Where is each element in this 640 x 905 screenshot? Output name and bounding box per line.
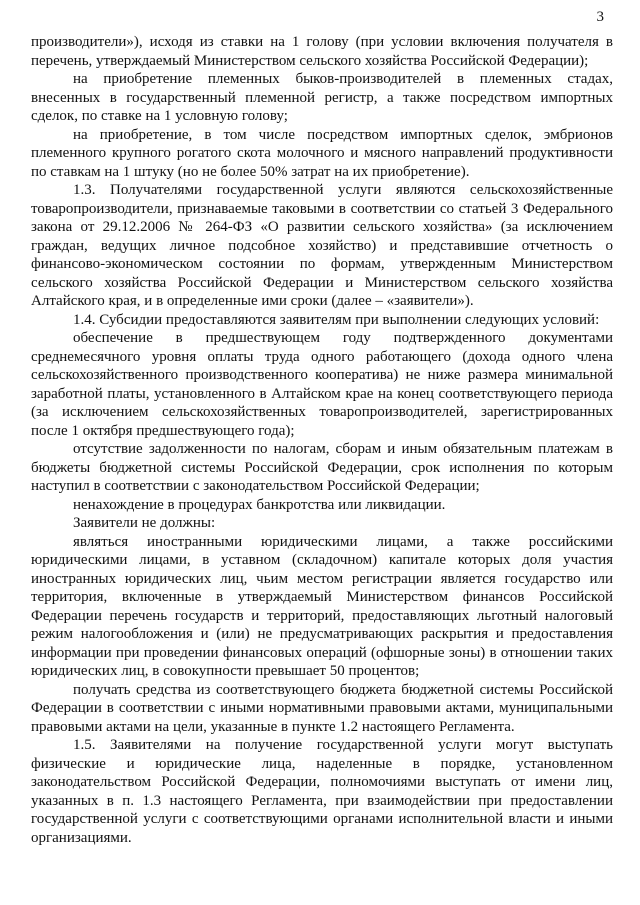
paragraph-embryos-purchase: на приобретение, в том числе посредством импортных сделок, эмбрионов племенного крупного рогатого скота молочного и мясного направлений продуктивности по ставкам на 1 штуку (но не более 50% затрат на их приобретение). xyxy=(31,126,613,180)
paragraph-section-1-5: 1.5. Заявителями на получение государственной услуги могут выступать физические и юридические лица, наделенные в порядке, установленном законодательством Российской Федерации, полномочиями выступать от имени лиц, указанных в п. 1.3 настоящего Регламента, при взаимодействии при предоставлении государственной услуги с соответствующими органами исполнительной власти и иными организациями. xyxy=(31,737,613,846)
paragraph-continuation: производители»), исходя из ставки на 1 голову (при условии включения получателя в перечень, утверждаемый Министерством сельского хозяйства Российской Федерации); xyxy=(31,34,613,69)
paragraph-section-1-3: 1.3. Получателями государственной услуги являются сельскохозяйственные товаропроизводители, признаваемые таковыми в соответствии со статьей 3 Федерального закона от 29.12.2006 № 264-ФЗ «О развитии сельского хозяйства» (за исключением граждан, ведущих личное подсобное хозяйство) и представившие отчетность о финансово-экономическом состоянии по формам, утвержденным Министерством сельского хозяйства Российской Федерации и Министерством сельского хозяйства Алтайского края, и в определенные ими сроки (далее – «заявители»). xyxy=(31,182,613,309)
paragraph-bulls-purchase: на приобретение племенных быков-производителей в племенных стадах, внесенных в государственный племенной регистр, а также посредством импортных сделок, по ставке на 1 условную голову; xyxy=(31,71,613,124)
paragraph-wage-condition: обеспечение в предшествующем году подтвержденного документами среднемесячного уровня оплаты труда одного работающего (дохода одного члена сельскохозяйственного производственного кооператива) не ниже размера минимальной заработной платы, установленного в Алтайском крае на конец соответствующего периода (за исключением сельскохозяйственных товаропроизводителей, зарегистрированных после 1 октября предшествующего года); xyxy=(31,330,613,439)
paragraph-applicants-must-not: Заявители не должны: xyxy=(73,515,216,531)
paragraph-foreign-entities: являться иностранными юридическими лицами, а также российскими юридическими лицами, в уставном (складочном) капитале которых доля участия иностранных юридических лиц, чьим местом регистрации является государство или территория, включенные в утверждаемый Министерством финансов Российской Федерации перечень государств и территорий, предоставляющих льготный налоговый режим налогообложения и (или) не предусматривающих раскрытия и предоставления информации при проведении финансовых операций (офшорные зоны) в отношении таких юридических лиц, в совокупности превышает 50 процентов; xyxy=(31,533,613,679)
paragraph-other-funds: получать средства из соответствующего бюджета бюджетной системы Российской Федерации в соответствии с иными нормативными правовыми актами, муниципальными правовыми актами на цели, указанные в пункте 1.2 настоящего Регламента. xyxy=(31,681,613,735)
paragraph-no-debt-condition: отсутствие задолженности по налогам, сборам и иным обязательным платежам в бюджеты бюджетной системы Российской Федерации, срок исполнения по которым наступил в соответствии с законодательством Российской Федерации; xyxy=(31,441,613,494)
paragraph-section-1-4: 1.4. Субсидии предоставляются заявителям при выполнении следующих условий: xyxy=(73,311,600,328)
page-number: 3 xyxy=(596,9,604,25)
document-body xyxy=(31,33,613,847)
paragraph-no-bankruptcy-condition: ненахождение в процедурах банкротства или ликвидации. xyxy=(73,496,446,513)
